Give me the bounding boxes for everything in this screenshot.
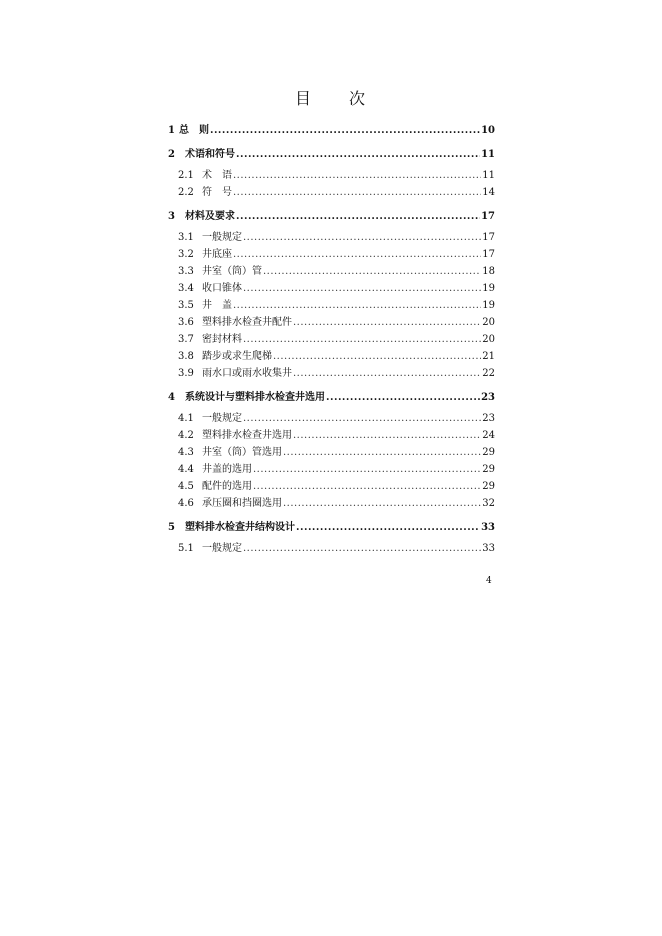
page-title — [0, 86, 662, 109]
toc-leader-dots — [233, 297, 481, 314]
toc-entry-number: 4.3 — [178, 447, 194, 458]
toc-entry-title: 系统设计与塑料排水检查井选用 — [185, 392, 325, 403]
toc-entry-page: 17 — [482, 232, 495, 243]
toc-entry-title: 术语和符号 — [185, 149, 235, 160]
toc-entry-title: 密封材料 — [202, 334, 242, 345]
toc-leader-dots — [253, 478, 481, 495]
toc-chapter-row — [168, 208, 495, 225]
toc-entry-number: 3.1 — [178, 232, 194, 243]
toc-leader-dots — [326, 389, 480, 406]
toc-leader-dots — [273, 348, 481, 365]
toc-entry-number: 2 — [168, 149, 175, 160]
toc-entry-title: 井盖的选用 — [202, 464, 252, 475]
toc-entry-number: 4.4 — [178, 464, 194, 475]
toc-section-row — [168, 444, 495, 461]
toc-entry-title: 雨水口或雨水收集井 — [202, 368, 292, 379]
toc-entry-page: 33 — [481, 522, 495, 533]
toc-entry-number: 3.6 — [178, 317, 194, 328]
toc-chapter-row — [168, 122, 495, 139]
toc-leader-dots — [243, 280, 481, 297]
toc-entry-page: 10 — [481, 125, 495, 136]
toc-leader-dots — [293, 314, 481, 331]
toc-section-row — [168, 365, 495, 382]
toc-entry-number: 5 — [168, 522, 175, 533]
toc-section-row — [168, 167, 495, 184]
toc-section-row — [168, 461, 495, 478]
toc-entry-page: 24 — [482, 430, 495, 441]
toc-entry-page: 17 — [481, 211, 495, 222]
toc-leader-dots — [236, 208, 480, 225]
toc-entry-page: 29 — [482, 447, 495, 458]
toc-entry-number: 3.7 — [178, 334, 194, 345]
toc-leader-dots — [243, 410, 481, 427]
toc-section-row — [168, 246, 495, 263]
toc-entry-title: 符 号 — [202, 187, 232, 198]
toc-entry-title: 收口锥体 — [202, 283, 242, 294]
toc-leader-dots — [293, 427, 481, 444]
toc-entry-number: 3.8 — [178, 351, 194, 362]
toc-entry-page: 32 — [482, 498, 495, 509]
toc-entry-page: 29 — [482, 481, 495, 492]
title-char-2: 次 — [349, 89, 368, 108]
toc-leader-dots — [283, 495, 481, 512]
toc-entry-page: 21 — [482, 351, 495, 362]
toc-section-row — [168, 540, 495, 557]
toc-entry-page: 20 — [482, 334, 495, 345]
toc-leader-dots — [233, 167, 481, 184]
toc-leader-dots — [243, 331, 481, 348]
toc-entry-title: 一般规定 — [202, 543, 242, 554]
toc-chapter-row — [168, 519, 495, 536]
toc-entry-title: 塑料排水检查井配件 — [202, 317, 292, 328]
toc-section-row — [168, 314, 495, 331]
toc-entry-title: 井底座 — [202, 249, 232, 260]
toc-leader-dots — [233, 184, 481, 201]
toc-entry-number: 3 — [168, 211, 175, 222]
toc-chapter-row — [168, 389, 495, 406]
toc-entry-number: 4.2 — [178, 430, 194, 441]
toc-entry-page: 17 — [482, 249, 495, 260]
toc-entry-number: 3.9 — [178, 368, 194, 379]
toc-leader-dots — [243, 540, 481, 557]
toc-section-row — [168, 348, 495, 365]
toc-entry-number: 4.5 — [178, 481, 194, 492]
toc-entry-page: 11 — [482, 170, 495, 181]
toc-entry-number: 3.4 — [178, 283, 194, 294]
toc-section-row — [168, 410, 495, 427]
toc-entry-title: 塑料排水检查井结构设计 — [185, 522, 295, 533]
toc-section-row — [168, 297, 495, 314]
toc-entry-number: 4.6 — [178, 498, 194, 509]
toc-leader-dots — [283, 444, 481, 461]
title-char-1: 目 — [294, 89, 313, 108]
toc-entry-title: 井 盖 — [202, 300, 232, 311]
toc-entry-title: 一般规定 — [202, 413, 242, 424]
toc-entry-page: 11 — [481, 149, 495, 160]
toc-entry-title: 材料及要求 — [185, 211, 235, 222]
toc-entry-number: 1 — [168, 125, 175, 136]
page-number: 4 — [486, 576, 492, 586]
toc-entry-number: 3.3 — [178, 266, 194, 277]
toc-leader-dots — [243, 229, 481, 246]
toc-entry-page: 33 — [482, 543, 495, 554]
toc-entry-title: 总 则 — [178, 125, 209, 136]
toc-entry-title: 踏步或求生爬梯 — [202, 351, 272, 362]
toc-entry-title: 承压圈和挡圈选用 — [202, 498, 282, 509]
toc-entry-page: 19 — [482, 283, 495, 294]
toc-entry-title: 井室（筒）管选用 — [202, 447, 282, 458]
toc-leader-dots — [233, 246, 481, 263]
toc-entry-number: 5.1 — [178, 543, 194, 554]
toc-entry-number: 2.2 — [178, 187, 194, 198]
toc-entry-number: 4.1 — [178, 413, 194, 424]
toc-leader-dots — [293, 365, 481, 382]
toc-section-row — [168, 478, 495, 495]
toc-leader-dots — [236, 146, 480, 163]
toc-entry-title: 术 语 — [202, 170, 232, 181]
toc-entry-number: 4 — [168, 392, 175, 403]
toc-entry-title: 配件的选用 — [202, 481, 252, 492]
toc-chapter-row — [168, 146, 495, 163]
toc-entry-page: 23 — [482, 413, 495, 424]
toc-leader-dots — [263, 263, 481, 280]
toc-entry-title: 塑料排水检查井选用 — [202, 430, 292, 441]
toc-entry-page: 22 — [482, 368, 495, 379]
toc-section-row — [168, 263, 495, 280]
toc-entry-page: 29 — [482, 464, 495, 475]
toc-entry-title: 一般规定 — [202, 232, 242, 243]
table-of-contents — [168, 122, 495, 557]
toc-section-row — [168, 280, 495, 297]
toc-entry-number: 2.1 — [178, 170, 194, 181]
toc-leader-dots — [296, 519, 480, 536]
toc-section-row — [168, 184, 495, 201]
toc-section-row — [168, 331, 495, 348]
toc-leader-dots — [210, 122, 480, 139]
toc-leader-dots — [253, 461, 481, 478]
toc-entry-page: 20 — [482, 317, 495, 328]
toc-section-row — [168, 495, 495, 512]
toc-entry-page: 19 — [482, 300, 495, 311]
toc-entry-page: 14 — [482, 187, 495, 198]
toc-entry-number: 3.5 — [178, 300, 194, 311]
toc-entry-page: 23 — [481, 392, 495, 403]
toc-section-row — [168, 229, 495, 246]
toc-section-row — [168, 427, 495, 444]
toc-entry-title: 井室（筒）管 — [202, 266, 262, 277]
toc-entry-number: 3.2 — [178, 249, 194, 260]
toc-entry-page: 18 — [482, 266, 495, 277]
